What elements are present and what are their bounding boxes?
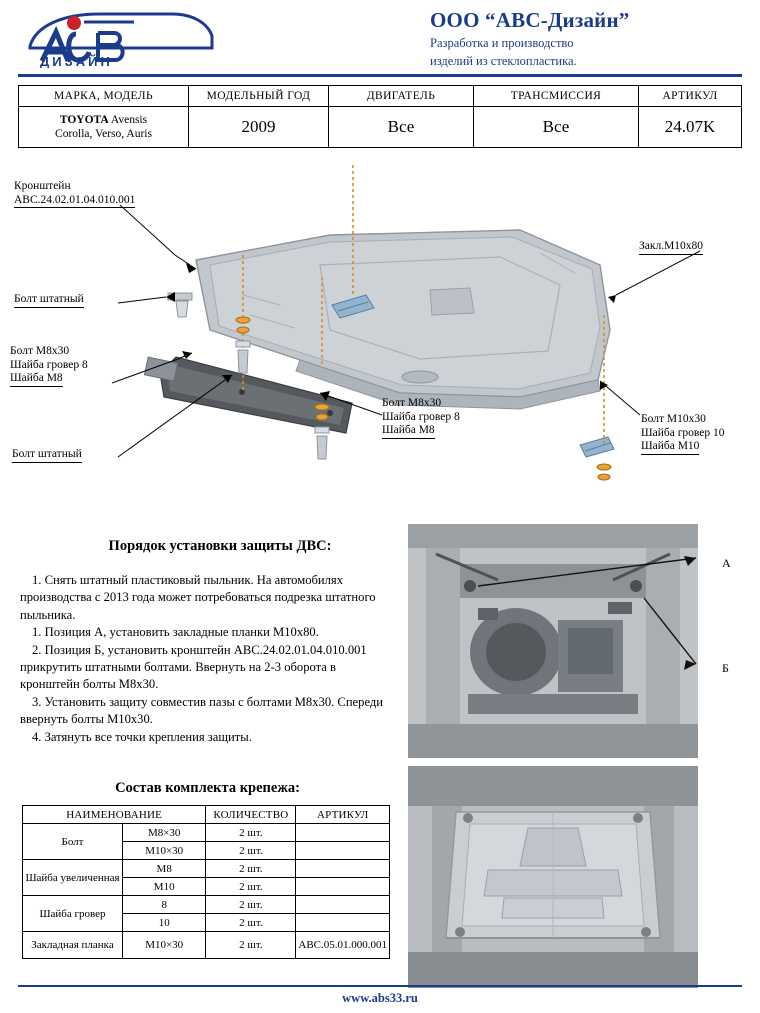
cell-engine: Все (329, 107, 474, 148)
callout-bolt-m8x30-center-line3: Шайба М8 (382, 424, 435, 439)
plate-a-right (580, 437, 614, 457)
kit-article: АВС.05.01.000.001 (296, 932, 390, 959)
kit-size: М10 (123, 878, 206, 896)
callout-bolt-m10x30-line3: Шайба М10 (641, 440, 699, 455)
company-logo (22, 6, 217, 68)
kit-qty: 2 шт. (206, 914, 296, 932)
instructions-list (20, 572, 390, 746)
callout-zakl-m10x80 (639, 240, 703, 255)
kit-article (296, 860, 390, 878)
th-brand-model: МАРКА, МОДЕЛЬ (19, 86, 189, 107)
kit-qty: 2 шт. (206, 860, 296, 878)
footer-url[interactable]: www.abs33.ru (342, 991, 418, 1005)
photo-label-a: А (722, 556, 731, 570)
kit-qty: 2 шт. (206, 842, 296, 860)
callout-bolt-standard-2 (12, 448, 82, 463)
vehicle-spec-table (18, 85, 742, 148)
kit-article (296, 842, 390, 860)
kit-size: М8 (123, 860, 206, 878)
instruction-item: 2. Позиция Б, установить кронштейн АВС.24.02.01.04.010.001 прикрутить штатными болтами. Ввернуть на 2-3 оборота в кронштейн болты М8х30. (20, 642, 367, 692)
photo-installed-plate (408, 766, 698, 988)
kit-qty: 2 шт. (206, 878, 296, 896)
kit-qty: 2 шт. (206, 824, 296, 842)
company-name: ООО “АВС-Дизайн” (430, 8, 630, 32)
svg-text:ДИЗАЙН: ДИЗАЙН (40, 54, 113, 68)
callout-bolt-standard-1 (14, 293, 84, 308)
kit-group-bolt: Болт (23, 824, 123, 860)
company-sub-line2: изделий из стеклопластика. (430, 54, 577, 68)
kit-th-name: НАИМЕНОВАНИЕ (23, 806, 206, 824)
table-row (23, 860, 390, 878)
table-header-row (19, 86, 742, 107)
callout-bracket-line2: АВС.24.02.01.04.010.001 (14, 194, 135, 209)
callout-bolt-standard-2-label: Болт штатный (12, 448, 82, 463)
callout-bolt-m10x30-right (641, 413, 725, 455)
fastener-stack-right (597, 464, 611, 480)
photo-label-b: Б (722, 661, 729, 675)
kit-header-row (23, 806, 390, 824)
callout-bolt-m8x30-left-line3: Шайба М8 (10, 372, 63, 387)
callout-bolt-m10x30-line2: Шайба гровер 10 (641, 426, 725, 439)
instruction-item: 1. Снять штатный пластиковый пыльник. На автомобилях производства с 2013 года может потребоваться подрезка штатного пыльника. (20, 573, 376, 622)
kit-size: 8 (123, 896, 206, 914)
th-article: АРТИКУЛ (639, 86, 742, 107)
th-engine: ДВИГАТЕЛЬ (329, 86, 474, 107)
callout-zakl-label: Закл.М10х80 (639, 240, 703, 255)
photo-underbody (408, 524, 698, 758)
footer-divider (18, 985, 742, 987)
instruction-item: 4. Затянуть все точки крепления защиты. (32, 729, 252, 744)
instructions-title: Порядок установки защиты ДВС: (108, 538, 332, 554)
kit-article (296, 914, 390, 932)
kit-table (22, 805, 390, 959)
table-row (23, 932, 390, 959)
cell-model-year: 2009 (189, 107, 329, 148)
kit-group-washer-spring: Шайба гровер (23, 896, 123, 932)
kit-qty: 2 шт. (206, 932, 296, 959)
kit-size: М8×30 (123, 824, 206, 842)
callout-bolt-m10x30-line1: Болт М10х30 (641, 413, 706, 425)
table-row (23, 824, 390, 842)
kit-table-title: Состав комплекта крепежа: (115, 780, 300, 796)
kit-size: 10 (123, 914, 206, 932)
table-row (23, 896, 390, 914)
kit-group-washer-wide: Шайба увеличенная (23, 860, 123, 896)
assembly-diagram (0, 145, 760, 485)
kit-size: М10×30 (123, 842, 206, 860)
kit-article (296, 824, 390, 842)
callout-bolt-m8x30-left-line1: Болт М8х30 (10, 345, 70, 357)
cell-transmission: Все (474, 107, 639, 148)
cell-article: 24.07K (639, 107, 742, 148)
callout-bolt-m8x30-left (10, 345, 88, 387)
page-header (0, 0, 760, 74)
kit-qty: 2 шт. (206, 896, 296, 914)
th-transmission: ТРАНСМИССИЯ (474, 86, 639, 107)
kit-th-article: АРТИКУЛ (296, 806, 390, 824)
callout-bolt-m8x30-center-line2: Шайба гровер 8 (382, 410, 460, 423)
model-variants: Corolla, Verso, Auris (55, 128, 152, 140)
kit-article (296, 896, 390, 914)
company-info (430, 8, 750, 69)
kit-size: М10×30 (123, 932, 206, 959)
callout-bolt-standard-1-label: Болт штатный (14, 293, 84, 308)
callout-bracket (14, 180, 135, 208)
kit-th-qty: КОЛИЧЕСТВО (206, 806, 296, 824)
callout-bracket-line1: Кронштейн (14, 180, 71, 192)
brand-name: TOYOTA (59, 114, 109, 126)
header-divider (18, 74, 742, 77)
kit-group-plate: Закладная планка (23, 932, 123, 959)
callout-bolt-m8x30-center-line1: Болт М8х30 (382, 397, 442, 409)
kit-article (296, 878, 390, 896)
model-name: Avensis (108, 114, 148, 126)
instruction-item: 3. Установить защиту совместив пазы с болтами М8х30. Спереди ввернуть болты М10х30. (20, 694, 384, 727)
company-sub-line1: Разработка и производство (430, 36, 574, 50)
instruction-item: 1. Позиция А, установить закладные планки М10х80. (32, 625, 319, 640)
callout-bolt-m8x30-left-line2: Шайба гровер 8 (10, 358, 88, 371)
cell-brand-model (19, 107, 189, 148)
callout-bolt-m8x30-center (382, 397, 460, 439)
table-row (19, 107, 742, 148)
th-model-year: МОДЕЛЬНЫЙ ГОД (189, 86, 329, 107)
